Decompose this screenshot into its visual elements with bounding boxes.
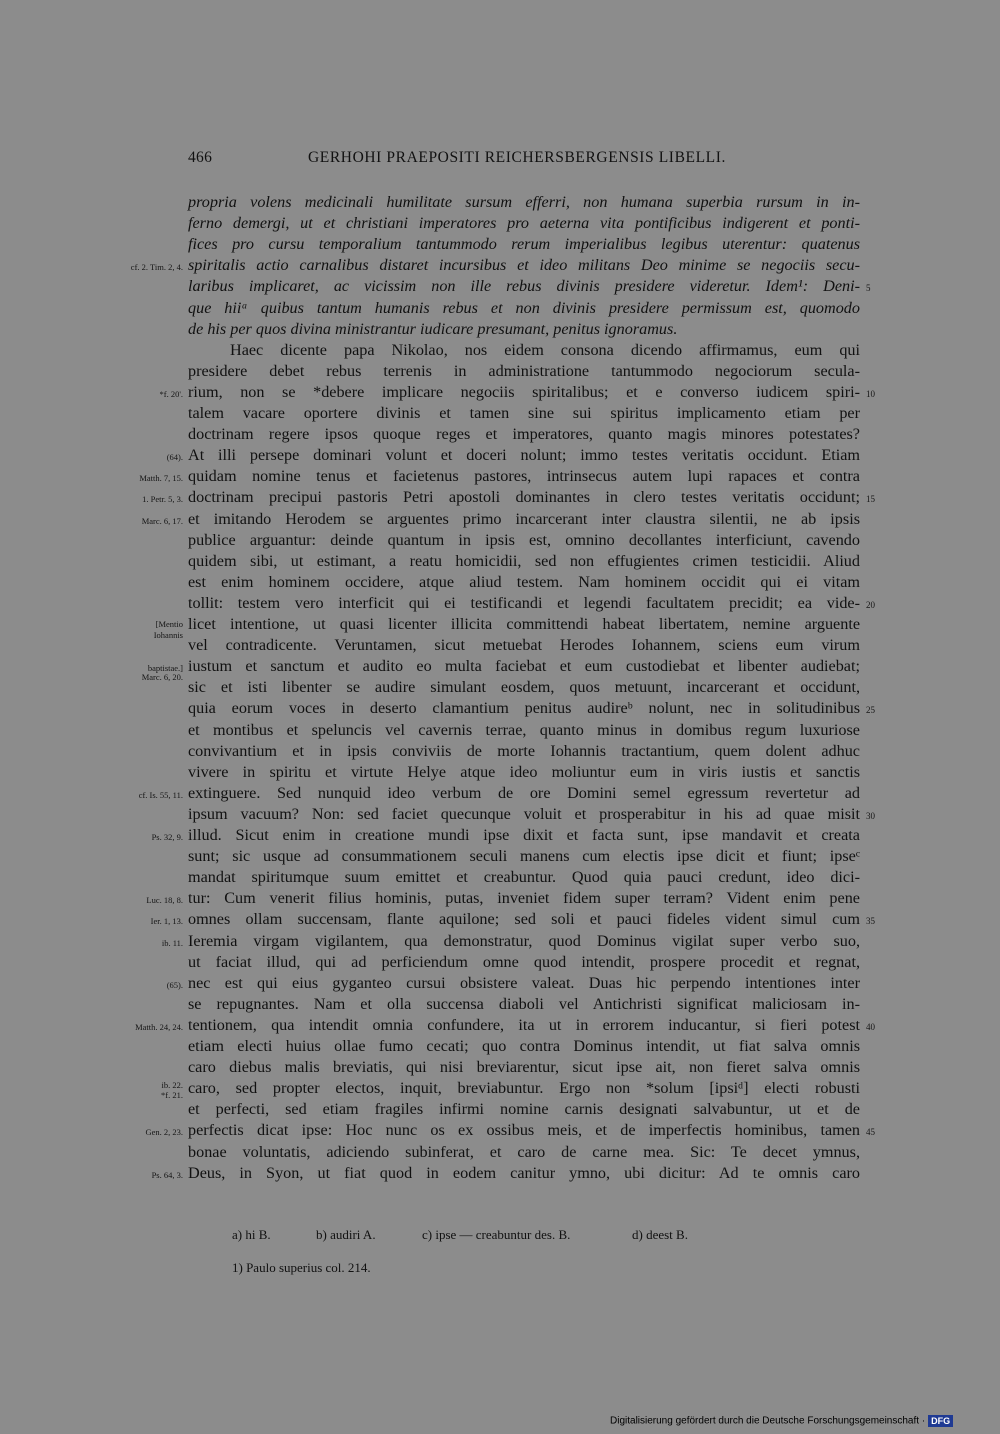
- text-line: presidere debet rebus terrenis in administratione tantummodo negociorum secula-: [188, 361, 860, 380]
- margin-reference: Iohannis: [153, 630, 183, 640]
- margin-reference: Luc. 18, 8.: [146, 895, 183, 906]
- text-line: doctrinam precipui pastoris Petri apostoli dominantes in clero testes veritatis occidunt;: [188, 488, 860, 507]
- text-line: quia eorum voces in deserto clamantium penitus audireᵇ nolunt, nec in solitudinibus: [188, 699, 860, 718]
- margin-reference: (65).: [166, 979, 183, 990]
- line-number: 30: [866, 810, 875, 821]
- text-line: tur: Cum venerit filius hominis, putas, inveniet fidem super terram? Vident enim pene: [188, 889, 860, 908]
- margin-reference: 1. Petr. 5, 3.: [142, 494, 183, 505]
- text-line: rium, non se *debere implicare negociis spiritalibus; et e converso iudicem spiri-: [188, 382, 860, 401]
- text-line: licet intentione, ut quasi licenter illicita committendi habeat libertatem, nemine arguente: [188, 615, 860, 633]
- margin-reference: Ps. 64, 3.: [151, 1169, 183, 1180]
- text-line: se repugnantes. Nam et olla succensa diaboli vel Antichristi significat maliciosam in-: [188, 994, 860, 1013]
- text-line: que hiiᵃ quibus tantum humanis rebus et non divinis presidere permissum est, quomodo: [188, 298, 860, 317]
- line-number: 25: [866, 705, 875, 716]
- margin-reference: Marc. 6, 20.: [141, 672, 183, 683]
- text-line: Deus, in Syon, ut fiat quod in eodem canitur ymno, ubi dicitur: Ad te omnis caro: [188, 1163, 860, 1182]
- running-title: GERHOHI PRAEPOSITI REICHERSBERGENSIS LIBELLI.: [308, 149, 726, 166]
- text-line: nec est qui eius gyganteo cursui obsistere valeat. Duas hic perpendo intentiones inter: [188, 973, 860, 992]
- text-line: illud. Sicut enim in creatione mundi ipse dixit et facta sunt, ipse mandavit et creata: [188, 826, 860, 844]
- line-number: 15: [866, 494, 875, 505]
- footer-text: Digitalisierung gefördert durch die Deutsche Forschungsgemeinschaft ·: [610, 1415, 926, 1427]
- text-line: publice arguantur: deinde quantum in ipsis est, omnino decollantes interficiunt, cavendo: [188, 530, 860, 549]
- text-line: fices pro cursu temporalium tantummodo rerum imperialibus legibus uterentur: quatenus: [188, 235, 860, 254]
- text-line: mandat spiritumque suum emittet et creabuntur. Quod quia pauci credunt, ideo dici-: [188, 868, 860, 887]
- text-line: laribus implicaret, ac vicissim non ille rebus divinis presidere videretur. Idem¹: Deni-: [188, 277, 860, 296]
- text-line: quidem sibi, ut estimant, a reatu homicidii, sed non effugientes crimen testicidii. Aliud: [188, 551, 860, 570]
- text-line: extinguere. Sed nunquid ideo verbum de ore Domini semel egressum revertetur ad: [188, 783, 860, 802]
- line-number: 20: [866, 599, 875, 610]
- line-number: 10: [866, 388, 875, 399]
- footnote-source: 1) Paulo superius col. 214.: [232, 1260, 371, 1275]
- margin-reference: Matth. 24, 24.: [135, 1021, 183, 1032]
- text-line: est enim hominem occidere, atque aliud testem. Nam hominem occidit qui ei vitam: [188, 572, 860, 591]
- margin-reference: (64).: [166, 452, 183, 463]
- page-number: 466: [188, 149, 213, 166]
- footnote-a: a) hi B.: [232, 1227, 271, 1242]
- footnote-b: b) audiri A.: [316, 1227, 376, 1242]
- margin-reference: *f. 20'.: [159, 388, 183, 399]
- text-line: de his per quos divina ministrantur iudicare presumant, penitus ignoramus.: [188, 319, 678, 338]
- text-line: etiam electi huius ollae fumo cecati; quo contra Dominus intendit, ut fiat salva omnis: [188, 1037, 860, 1055]
- text-line: sunt; sic usque ad consummationem seculi manens cum electis ipse dicit et fiunt; ipseᶜ: [188, 847, 860, 866]
- text-line: ut faciat illud, qui ad perficiendum omne quod intendit, prospere procedit et regnat,: [188, 952, 860, 971]
- text-line: caro, sed propter electos, inquit, breviabuntur. Ergo non *solum [ipsiᵈ] electi robusti: [188, 1079, 860, 1098]
- margin-reference: Gen. 2, 23.: [145, 1127, 183, 1138]
- text-line: Ieremia virgam vigilantem, qua demonstratur, quod Dominus vigilat super verbo suo,: [188, 931, 860, 950]
- footnote-d: d) deest B.: [632, 1227, 688, 1242]
- digitization-footer: [610, 1415, 953, 1428]
- margin-reference: Ier. 1, 13.: [150, 916, 183, 927]
- margin-reference: ib. 11.: [161, 937, 183, 948]
- line-number: 35: [866, 916, 875, 927]
- text-line: propria volens medicinali humilitate sursum efferri, non humana superbia rursum in in-: [188, 193, 860, 211]
- line-number: 5: [866, 283, 871, 294]
- text-line: vivere in spiritu et virtute Helye atque ideo moliuntur eum in viris iustis et sanctis: [188, 762, 860, 781]
- text-line: et perfecti, sed etiam fragiles infirmi nomine carnis designati salvabuntur, ut et de: [188, 1100, 860, 1119]
- text-line: tollit: testem vero interficit qui ei testificandi et legendi facultatem precidit; ea vide-: [188, 593, 860, 612]
- text-line: iustum et sanctum et audito eo multa faciebat et eum custodiebat et libenter audiebat;: [188, 657, 860, 676]
- text-line: spiritalis actio carnalibus distaret incursibus et ideo militans Deo minime se negociis secu-: [188, 256, 860, 275]
- page-header: [188, 149, 860, 171]
- margin-reference: cf. 2. Tim. 2, 4.: [130, 262, 183, 273]
- line-number: 45: [866, 1127, 875, 1138]
- text-line: et montibus et speluncis vel cavernis terrae, quanto minus in domibus regum luxuriose: [188, 720, 860, 739]
- text-line: ferno demergi, ut et christiani imperatores pro aeterna vita pontificibus indigerent et ponti-: [188, 214, 860, 233]
- margin-reference: [Mentio: [155, 619, 183, 629]
- text-line: ipsum vacuum? Non: sed faciet quecunque voluit et prosperabitur in his ad quae misit: [188, 804, 860, 823]
- text-line: bonae voluntatis, adiciendo subinferat, et caro de carne mea. Sic: Te decet ymnus,: [188, 1142, 860, 1161]
- text-line: vel contradicente. Veruntamen, sicut metuebat Herodes Iohannem, sciens eum virum: [188, 636, 860, 655]
- text-line: caro diebus malis breviatis, qui nisi breviarentur, sicut ipse ait, non fieret salva omnis: [188, 1058, 860, 1077]
- text-line: talem vacare oportere divinis et tamen sine sui spiritus implicamento etiam per: [188, 404, 860, 422]
- text-line: et imitando Herodem se arguentes primo incarcerant inter claustra silentii, ne ab ipsis: [188, 509, 860, 528]
- margin-reference: *f. 21.: [161, 1090, 183, 1101]
- margin-reference: cf. Is. 55, 11.: [138, 789, 183, 800]
- text-line: omnes ollam succensam, flante aquilone; sed soli et pauci fideles vident simul cum: [188, 910, 860, 929]
- line-number: 40: [866, 1021, 875, 1032]
- dfg-logo: DFG: [928, 1415, 953, 1427]
- margin-reference: Ps. 32, 9.: [151, 832, 183, 842]
- text-line: Haec dicente papa Nikolao, nos eidem consona dicendo affirmamus, eum qui: [230, 340, 860, 359]
- text-line: sic et isti libenter se audire simulant eosdem, quos metuunt, incarcerant et occidunt,: [188, 678, 860, 697]
- text-line: convivantium et in ipsis conviviis de morte Iohannis tractantium, quem dolent adhuc: [188, 741, 860, 760]
- margin-reference: Matth. 7, 15.: [139, 473, 183, 484]
- text-line: quidam nomine tenus et facietenus pastores, intrinsecus autem lupi rapaces et contra: [188, 467, 860, 486]
- footnote-c: c) ipse — creabuntur des. B.: [422, 1227, 571, 1242]
- text-line: perfectis dicat ipse: Hoc nunc os ex ossibus meis, et de imperfectis hominibus, tamen: [188, 1121, 860, 1140]
- text-line: doctrinam regere ipsos quoque reges et imperatores, quanto magis minores potestates?: [188, 425, 860, 444]
- text-line: tentionem, qua intendit omnia confundere, ita ut in errorem inducantur, si fieri potest: [188, 1015, 860, 1034]
- margin-reference: Marc. 6, 17.: [141, 515, 183, 526]
- margin-reference: ib. 22.: [161, 1080, 183, 1091]
- text-line: At illi persepe dominari volunt et doceri nolunt; immo testes veritatis occidunt. Etiam: [188, 446, 860, 465]
- margin-reference: baptistae.]: [147, 663, 183, 674]
